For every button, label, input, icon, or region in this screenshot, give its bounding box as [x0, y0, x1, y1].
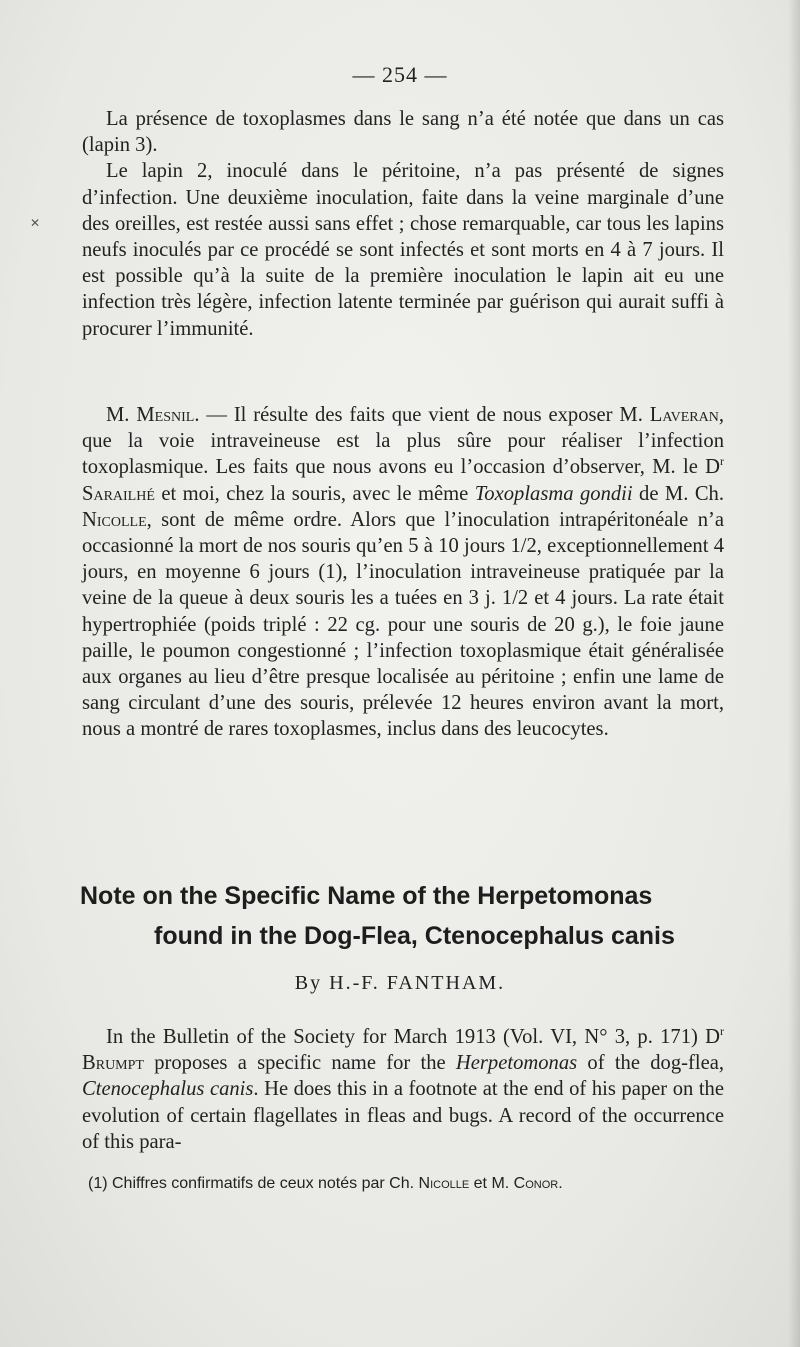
byline: By H.-F. FANTHAM.	[294, 972, 506, 994]
author-name: Laveran	[649, 404, 719, 426]
author-name: Conor	[513, 1175, 559, 1192]
french-paragraphs	[82, 106, 724, 342]
text-segment: .	[558, 1175, 563, 1192]
author-name: Nicolle	[82, 508, 147, 531]
article-title	[0, 876, 800, 956]
text-segment: de M. Ch.	[632, 482, 725, 505]
text-segment: et M.	[469, 1175, 514, 1192]
text-segment: , que la voie intraveineuse est la plus sûre pour réaliser l’infection toxoplasmique. Les faits que nous avons eu l’occasion d’observer, M. le D	[82, 404, 724, 479]
paragraph-1: La présence de toxoplasmes dans le sang n’a été notée que dans un cas (lapin 3).	[82, 108, 724, 157]
mesnil-remark	[82, 402, 724, 743]
species-name: Toxoplasma gondii	[474, 482, 633, 505]
genus-name: Herpetomonas	[455, 1052, 578, 1075]
english-text	[82, 1024, 724, 1155]
text-segment: (1) Chiffres confirmatifs de ceux notés par Ch.	[88, 1175, 419, 1192]
stray-mark: ✕	[30, 216, 41, 230]
article-title-line-1: Note on the Specific Name of the Herpetomonas	[80, 882, 653, 910]
text-segment: , sont de même ordre. Alors que l’inoculation intrapéritonéale n’a occasionné la mort de nos souris qu’en 5 à 10 jours 1/2, exceptionnellement 4 jours, en moyenne 6 jours (1), l’inoculation intraveineuse pratiquée par la veine de la queue à deux souris les a tuées en 3 j. 1/2 et 4 jours. La rate était hypertrophiée (poids triplé : 22 cg. pour une souris de 20 g.), le foie jaune paille, le poumon congestionné ; l’infection toxoplasmique était généralisée aux organes au lieu d’être presque localisée au péritoine ; enfin une lame de sang circulant d’une des souris, prélevée 12 heures environ avant la mort, nous a montré de rares toxoplasmes, inclus dans des leucocytes.	[82, 508, 724, 741]
article-title-line-2: found in the Dog-Flea, Ctenocephalus canis	[154, 922, 675, 950]
author-name: Sarailhé	[82, 482, 155, 505]
superscript: r	[720, 1024, 724, 1039]
author-name: Brumpt	[82, 1052, 144, 1075]
gutter-shadow	[788, 0, 800, 1347]
speaker-name: Mesnil	[136, 404, 195, 426]
footnote	[88, 1175, 728, 1193]
paragraph-2: Le lapin 2, inoculé dans le péritoine, n’a pas présenté de signes d’infection. Une deuxième inoculation, faite dans la veine marginale d’une des oreilles, est restée aussi sans effet ; chose remarquable, car tous les lapins neufs inoculés par ce procédé se sont infectés et sont morts en 4 à 7 jours. Il est possible qu’à la suite de la première inoculation le lapin ait eu une infection très légère, infection latente terminée par guérison qui aurait suffi à procurer l’immunité.	[82, 160, 724, 340]
page-number: — 254 —	[352, 62, 448, 87]
text-segment: . — Il résulte des faits que vient de nous exposer M.	[194, 404, 650, 426]
text-segment: of the dog-flea,	[577, 1052, 724, 1075]
english-paragraph	[82, 1024, 724, 1155]
author-name: Nicolle	[418, 1175, 470, 1192]
text-segment: proposes a specific name for the	[143, 1052, 456, 1075]
text-segment: In the Bulletin of the Society for March 1913 (Vol. VI, N° 3, p. 171) D	[106, 1026, 720, 1048]
mesnil-paragraph	[82, 402, 724, 743]
species-name: Ctenocephalus canis	[82, 1078, 254, 1101]
text-segment: . He does this in a footnote at the end of his paper on the evolution of certain flagellates in fleas and bugs. A record of the occurrence of this para-	[82, 1078, 724, 1153]
speaker-prefix: M.	[106, 404, 137, 426]
text-segment: et moi, chez la souris, avec le même	[154, 482, 475, 505]
superscript: r	[720, 454, 724, 469]
